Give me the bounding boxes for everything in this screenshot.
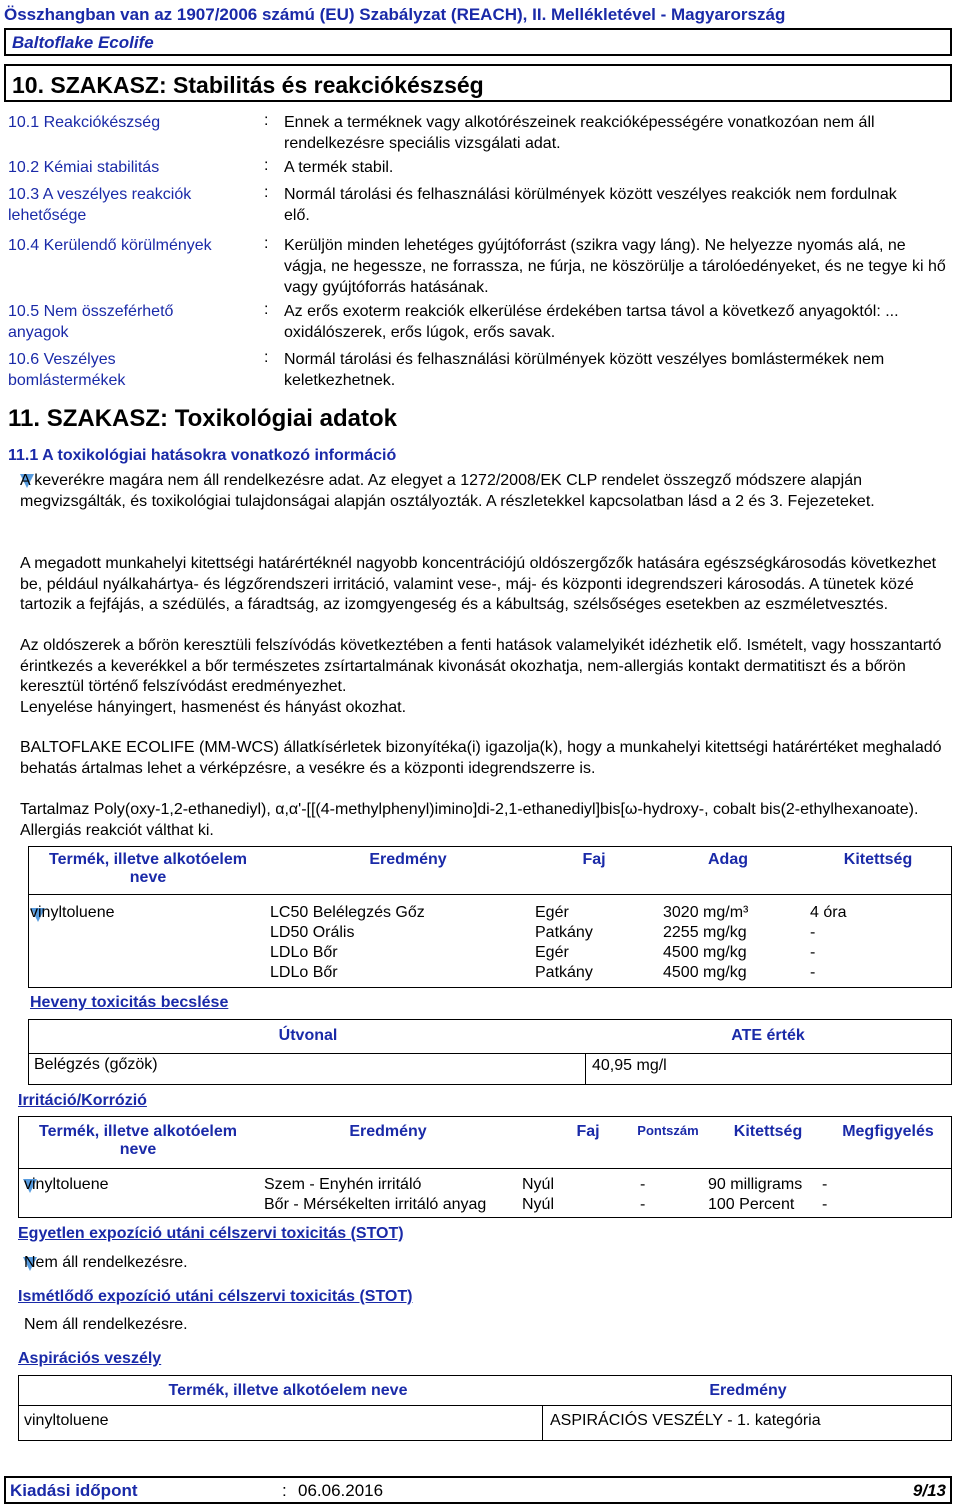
ate-table bbox=[28, 1019, 952, 1085]
ate-value: 40,95 mg/l bbox=[592, 1057, 667, 1074]
paragraph-allergy: Tartalmaz Poly(oxy-1,2-ethanediyl), α,α'-[[(4-methylphenyl)imino]di-2,1-ethanediyl]bis[ω-hydroxy-, cobalt bis(2-ethylhexanoate). Allergiás reakciót válthat ki. bbox=[20, 801, 919, 839]
paragraph-skin-absorption: Az oldószerek a bőrön keresztüli felszívódás következtében a fenti hatások valamelyikét idézhetik elő. Ismételt, vagy hosszantartó érintkezés a keverékkel a bőr természetes zsírtartalmának kivonását okozhatja, nem-allergiás kontakt dermatitiszt és a bőrön keresztül történő felszívódást eredményezhet. bbox=[20, 637, 942, 695]
stot-repeat-heading: Ismétlődő expozíció utáni célszervi toxicitás (STOT) bbox=[18, 1288, 413, 1305]
asp-result: ASPIRÁCIÓS VESZÉLY - 1. kategória bbox=[550, 1412, 821, 1429]
tox-species-1: Patkány bbox=[535, 924, 593, 941]
tox-exposure-0: 4 óra bbox=[810, 904, 847, 921]
colon: : bbox=[264, 301, 269, 318]
footer-colon: : bbox=[282, 1481, 287, 1500]
th-exposure: Kitettség bbox=[843, 851, 913, 868]
tox-result-1: LD50 Orális bbox=[270, 924, 355, 941]
item-10-6-value: Normál tárolási és felhasználási körülmények között veszélyes bomlástermékek nem keletkezhetnek. bbox=[284, 351, 885, 389]
section11-subtitle: 11.1 A toxikológiai hatásokra vonatkozó információ bbox=[8, 447, 397, 464]
footer-label: Kiadási időpont bbox=[10, 1481, 138, 1500]
tox-species-0: Egér bbox=[535, 904, 569, 921]
th-species: Faj bbox=[582, 851, 606, 868]
th-ate-value: ATE érték bbox=[731, 1027, 805, 1044]
th-irr-species: Faj bbox=[576, 1123, 600, 1140]
item-10-4-value: Kerüljön minden lehetéges gyújtóforrást (szikra vagy láng). Ne helyezze nyomás alá, ne vágja, ne hegessze, ne forrassza, ne fúrja, ne köszörülje a tárolóedényeket, és ne tegye ki hő vagy gyújtóforrás hatásának. bbox=[284, 237, 946, 296]
colon: : bbox=[264, 235, 269, 252]
irr-observation-0: - bbox=[822, 1176, 828, 1193]
footer-box bbox=[4, 1476, 952, 1504]
irr-result-1: Bőr - Mérsékelten irritáló anyag bbox=[264, 1196, 487, 1213]
item-10-2-label: 10.2 Kémiai stabilitás bbox=[8, 159, 160, 176]
item-10-5-value: Az erős exoterm reakciók elkerülése érdekében tartsa távol a következő anyagoktól: ... oxidálószerek, erős lúgok, erős savak. bbox=[284, 303, 899, 341]
tox-result-0: LC50 Belélegzés Gőz bbox=[270, 904, 425, 921]
th-irr-component: Termék, illetve alkotóelem neve bbox=[38, 1123, 237, 1158]
paragraph-mixture: A keverékre magára nem áll rendelkezésre adat. Az elegyet a 1272/2008/EK CLP rendelet összegző módszere alapján megvizsgálták, és toxikológiai tulajdonságai alapján osztályozták. A részletekkel kapcsolatban lásd a 2 és 3. Fejezeteket. bbox=[20, 472, 875, 510]
irr-score-0: - bbox=[640, 1176, 646, 1193]
asp-component: vinyltoluene bbox=[24, 1412, 109, 1429]
tox-dose-3: 4500 mg/kg bbox=[663, 964, 747, 981]
colon: : bbox=[264, 157, 269, 174]
item-10-5-label: 10.5 Nem összeférhető anyagok bbox=[8, 303, 174, 341]
th-result: Eredmény bbox=[369, 851, 447, 868]
regulation-header: Összhangban van az 1907/2006 számú (EU) Szabályzat (REACH), II. Mellékletével - Magyarország bbox=[4, 5, 786, 24]
section11-title: 11. SZAKASZ: Toxikológiai adatok bbox=[8, 405, 397, 432]
th-asp-component: Termék, illetve alkotóelem neve bbox=[168, 1382, 408, 1399]
acute-estimate-heading: Heveny toxicitás becslése bbox=[30, 994, 229, 1011]
th-asp-result: Eredmény bbox=[709, 1382, 787, 1399]
item-10-2-value: A termék stabil. bbox=[284, 159, 394, 176]
irr-exposure-0: 90 milligrams bbox=[708, 1176, 803, 1193]
colon: : bbox=[264, 184, 269, 201]
tox-dose-0: 3020 mg/m³ bbox=[663, 904, 749, 921]
irr-component: vinyltoluene bbox=[24, 1176, 109, 1193]
aspiration-heading: Aspirációs veszély bbox=[18, 1350, 162, 1367]
stot-single-heading: Egyetlen expozíció utáni célszervi toxicitás (STOT) bbox=[18, 1225, 404, 1242]
product-box bbox=[4, 28, 952, 56]
stot-single-value: Nem áll rendelkezésre. bbox=[24, 1254, 188, 1271]
th-component: Termék, illetve alkotóelem neve bbox=[48, 851, 247, 886]
irr-species-1: Nyúl bbox=[522, 1196, 555, 1213]
page-number: 9/13 bbox=[912, 1481, 946, 1500]
irritation-heading: Irritáció/Korrózió bbox=[18, 1092, 147, 1109]
paragraph-animal-tests: BALTOFLAKE ECOLIFE (MM-WCS) állatkísérletek bizonyítéka(i) igazolja(k), hogy a munkahelyi kitettségi határértéket meghaladó behatás ártalmas lehet a vérképzésre, a vesékre és a központi idegrendszerre is. bbox=[20, 739, 942, 777]
irr-score-1: - bbox=[640, 1196, 646, 1213]
item-10-1-value: Ennek a terméknek vagy alkotórészeinek reakcióképességére vonatkozóan nem áll rendelkezésre speciális vizsgálati adat. bbox=[284, 114, 875, 152]
colon: : bbox=[264, 112, 269, 129]
paragraph-solvent-effects: A megadott munkahelyi kitettségi határértéknél nagyobb koncentrációjú oldószergőzők hatására egészségkárosodás következhet be, például nyálkahártya- és légzőrendszeri irritáció, valamint vese-, máj- és központi idegrendszeri károsodás. A tünetek közé tartozik a fejfájás, a szédülés, a fáradtság, az izomgyengeség és a kábultság, szélsőséges esetekben az eszméletvesztés. bbox=[20, 555, 937, 613]
paragraph-ingestion: Lenyelése hányingert, hasmenést és hányást okozhat. bbox=[20, 699, 407, 716]
section10-box bbox=[4, 64, 952, 102]
colon: : bbox=[264, 349, 269, 366]
item-10-1-label: 10.1 Reakciókészség bbox=[8, 114, 161, 131]
tox-result-3: LDLo Bőr bbox=[270, 964, 338, 981]
item-10-3-label: 10.3 A veszélyes reakciók lehetősége bbox=[8, 186, 192, 224]
aspiration-table bbox=[18, 1375, 952, 1441]
item-10-6-label: 10.6 Veszélyes bomlástermékek bbox=[8, 351, 126, 389]
tox-species-2: Egér bbox=[535, 944, 569, 961]
irr-observation-1: - bbox=[822, 1196, 828, 1213]
section10-title: 10. SZAKASZ: Stabilitás és reakciókészség bbox=[12, 72, 484, 98]
tox-species-3: Patkány bbox=[535, 964, 593, 981]
tox-exposure-2: - bbox=[810, 944, 816, 961]
irr-species-0: Nyúl bbox=[522, 1176, 555, 1193]
tox-dose-1: 2255 mg/kg bbox=[663, 924, 747, 941]
item-10-4-label: 10.4 Kerülendő körülmények bbox=[8, 237, 212, 254]
th-route: Útvonal bbox=[278, 1027, 338, 1044]
tox-dose-2: 4500 mg/kg bbox=[663, 944, 747, 961]
th-irr-result: Eredmény bbox=[349, 1123, 427, 1140]
tox-result-2: LDLo Bőr bbox=[270, 944, 338, 961]
product-name: Baltoflake Ecolife bbox=[12, 33, 154, 52]
tox-exposure-3: - bbox=[810, 964, 816, 981]
item-10-3-value: Normál tárolási és felhasználási körülmények között veszélyes reakciók nem fordulnak elő. bbox=[284, 186, 897, 224]
tox-component: vinyltoluene bbox=[30, 904, 115, 921]
th-dose: Adag bbox=[708, 851, 748, 868]
th-irr-observation: Megfigyelés bbox=[842, 1123, 934, 1140]
tox-exposure-1: - bbox=[810, 924, 816, 941]
ate-route: Belégzés (gőzök) bbox=[34, 1056, 158, 1073]
irr-result-0: Szem - Enyhén irritáló bbox=[264, 1176, 422, 1193]
th-irr-score: Pontszám bbox=[637, 1123, 699, 1138]
stot-repeat-value: Nem áll rendelkezésre. bbox=[24, 1316, 188, 1333]
th-irr-exposure: Kitettség bbox=[733, 1123, 803, 1140]
footer-date: 06.06.2016 bbox=[298, 1481, 384, 1500]
irr-exposure-1: 100 Percent bbox=[708, 1196, 795, 1213]
